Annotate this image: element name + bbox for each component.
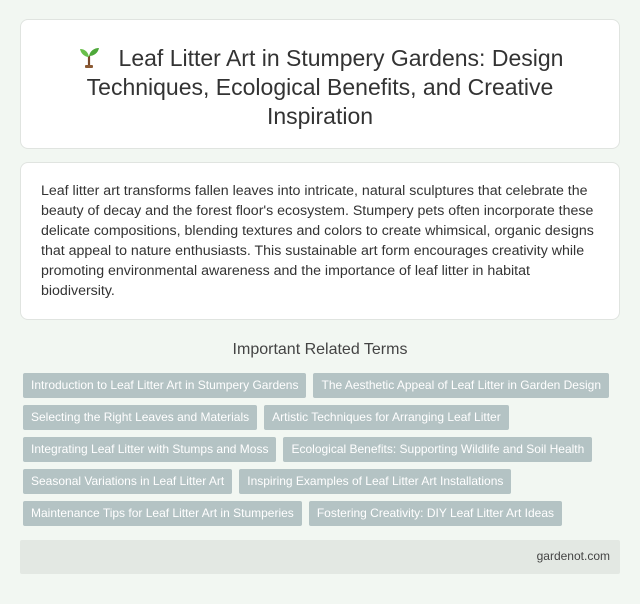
term-row [23,405,623,430]
term-row [23,501,623,526]
term-row [23,373,623,398]
title-card [20,19,620,149]
term-tag[interactable]: Selecting the Right Leaves and Materials [23,405,257,430]
term-tag[interactable]: Artistic Techniques for Arranging Leaf Litter [264,405,509,430]
description-text: Leaf litter art transforms fallen leaves into intricate, natural sculptures that celebrate the beauty of decay and the forest floor's ecosystem. Stumpery pets often incorporate these delicate compositions, blending textures and colors to create whimsical, organic designs that appeal to nature enthusiasts. This sustainable art form encourages creativity while promoting environmental awareness and the importance of leaf litter in habitat biodiversity. [41,183,594,299]
term-tag[interactable]: Ecological Benefits: Supporting Wildlife and Soil Health [283,437,592,462]
footer [20,540,620,574]
term-tag[interactable]: Integrating Leaf Litter with Stumps and Moss [23,437,276,462]
page-title-text: Leaf Litter Art in Stumpery Gardens: Design Techniques, Ecological Benefits, and Creative Inspiration [86,45,564,129]
footer-site-link[interactable]: gardenot.com [536,549,610,563]
term-tag[interactable]: Introduction to Leaf Litter Art in Stumpery Gardens [23,373,306,398]
term-tag[interactable]: Seasonal Variations in Leaf Litter Art [23,469,232,494]
related-terms-list [23,373,623,533]
term-tag[interactable]: Maintenance Tips for Leaf Litter Art in Stumperies [23,501,302,526]
term-row [23,437,623,462]
term-tag[interactable]: Fostering Creativity: DIY Leaf Litter Art Ideas [309,501,562,526]
term-tag[interactable]: The Aesthetic Appeal of Leaf Litter in Garden Design [313,373,609,398]
page-title [21,44,619,131]
sprout-icon [77,45,101,69]
related-terms-heading: Important Related Terms [232,341,408,358]
term-row [23,469,623,494]
description-card [20,162,620,320]
term-tag[interactable]: Inspiring Examples of Leaf Litter Art Installations [239,469,511,494]
